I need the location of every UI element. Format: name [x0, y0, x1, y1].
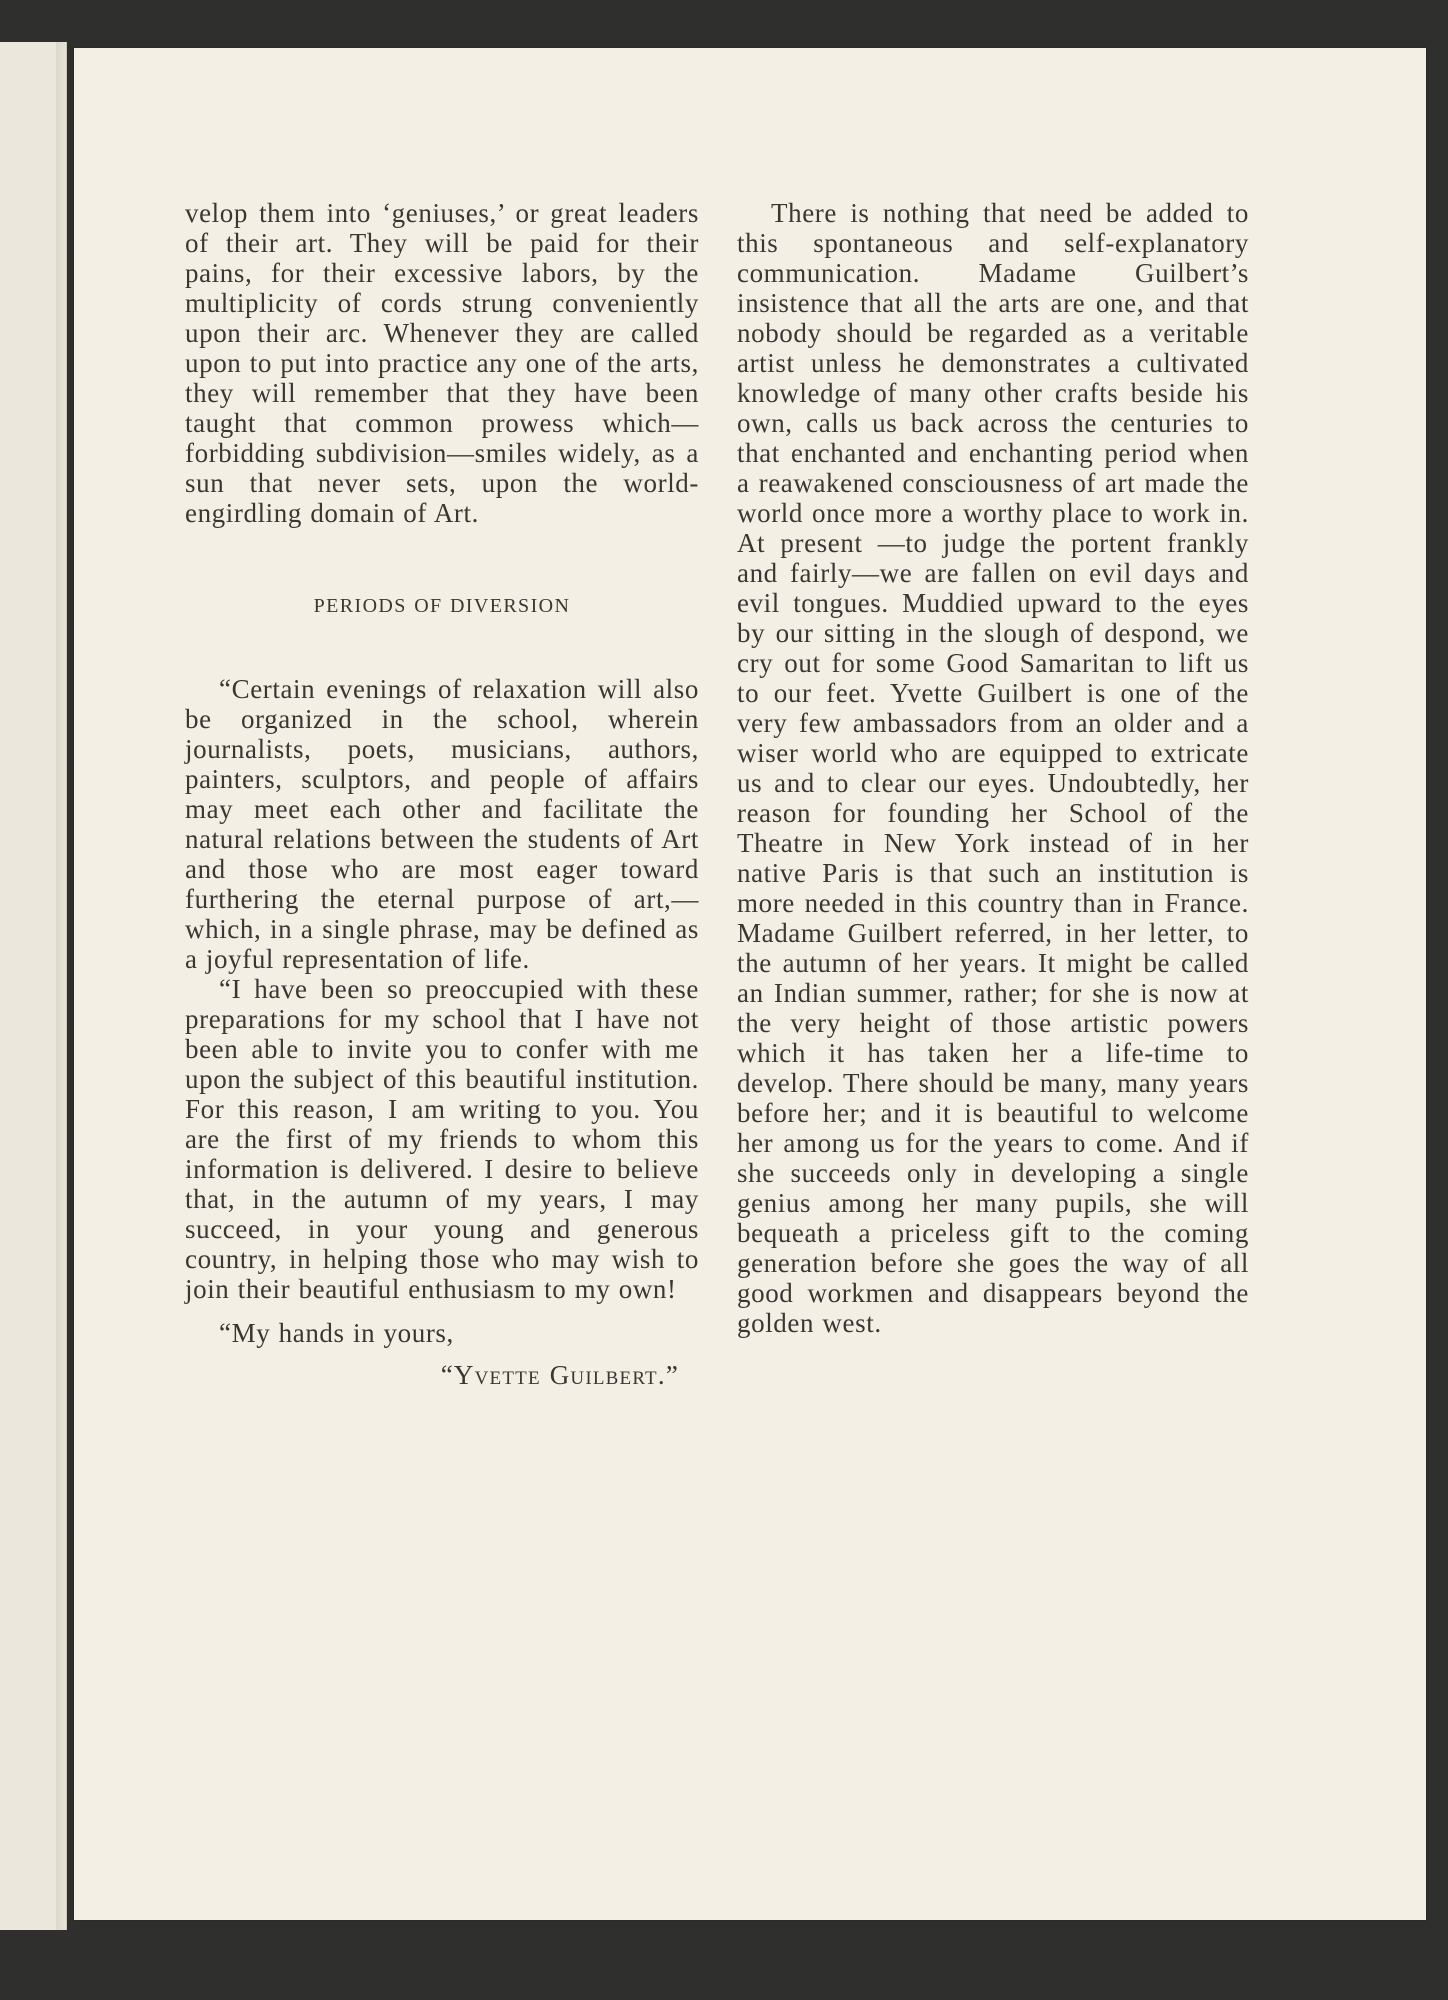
document-page — [74, 48, 1426, 1920]
letter-signature: “Yvette Guilbert.” — [440, 1360, 679, 1390]
right-paragraph-1: There is nothing that need be added to this spontaneous and self-explanatory communication. Madame Guilbert’s insistence that all the arts are one, and that nobody should be regarded as a veritable artist unless he demonstrates a cultivated knowledge of many other crafts beside his own, calls us back across the centuries to that enchanted and enchanting period when a reawakened consciousness of art made the world once more a worthy place to work in. At present —to judge the portent frankly and fairly—we are fallen on evil days and evil tongues. Muddied upward to the eyes by our sitting in the slough of despond, we cry out for some Good Samaritan to lift us to our feet. Yvette Guilbert is one of the very few ambassadors from an older and a wiser world who are equipped to extricate us and to clear our eyes. Undoubtedly, her reason for founding her School of the Theatre in New York instead of in her native Paris is that such an institution is more needed in this country than in France. Madame Guilbert referred, in her letter, to the autumn of her years. It might be called an Indian summer, rather; for she is now at the very height of those artistic powers which it has taken her a life-time to develop. There should be many, many years before her; and it is beautiful to welcome her among us for the years to come. And if she succeeds only in developing a single genius among her many pupils, she will bequeath a priceless gift to the coming generation before she goes the way of all good workmen and disappears beyond the golden west. — [737, 198, 1249, 1338]
right-column — [737, 198, 1249, 1338]
left-paragraph-1: velop them into ‘geniuses,’ or great leaders of their art. They will be paid for their pains, for their excessive labors, by the multiplicity of cords strung conveniently upon their arc. Whenever they are called upon to put into practice any one of the arts, they will remember that they have been taught that common prowess which—forbidding subdivision—smiles widely, as a sun that never sets, upon the world-engirdling domain of Art. — [185, 198, 699, 528]
left-paragraph-2: “Certain evenings of relaxation will also be organized in the school, wherein journalists, poets, musicians, authors, painters, sculptors, and people of affairs may meet each other and facilitate the natural relations between the students of Art and those who are most eager toward furthering the eternal purpose of art,—which, in a single phrase, may be defined as a joyful representation of life. — [185, 674, 699, 974]
page-fold — [56, 42, 66, 1930]
facing-page-edge — [0, 42, 67, 1930]
left-column — [185, 198, 699, 1390]
section-heading: PERIODS OF DIVERSION — [313, 595, 571, 617]
letter-closing: “My hands in yours, — [219, 1318, 454, 1348]
left-paragraph-3: “I have been so preoccupied with these preparations for my school that I have not been able to invite you to confer with me upon the subject of this beautiful institution. For this reason, I am writing to you. You are the first of my friends to whom this information is delivered. I desire to believe that, in the autumn of my years, I may succeed, in your young and generous country, in helping those who may wish to join their beautiful enthusiasm to my own! — [185, 974, 699, 1304]
